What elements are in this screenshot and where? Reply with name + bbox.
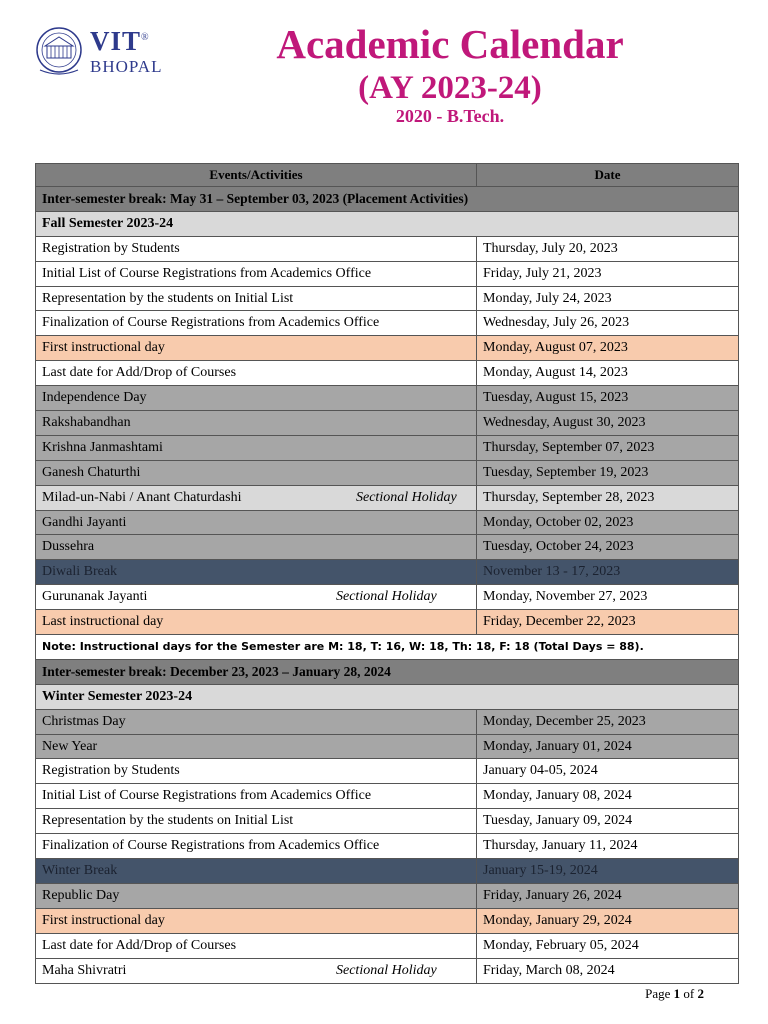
table-row — [36, 759, 739, 784]
logo-vit-text: VIT® — [90, 26, 150, 56]
date-cell: Thursday, September 28, 2023 — [477, 485, 739, 510]
section-header-row — [36, 187, 739, 212]
table-row — [36, 908, 739, 933]
note-row — [36, 635, 739, 660]
event-cell — [36, 709, 477, 734]
event-cell — [36, 610, 477, 635]
date-cell: January 04-05, 2024 — [477, 759, 739, 784]
event-label: Ganesh Chaturthi — [42, 464, 141, 480]
table-row — [36, 361, 739, 386]
date-cell: Monday, October 02, 2023 — [477, 510, 739, 535]
date-cell: Thursday, September 07, 2023 — [477, 435, 739, 460]
event-cell — [36, 809, 477, 834]
table-row — [36, 610, 739, 635]
table-row — [36, 709, 739, 734]
event-label: Initial List of Course Registrations from Academics Office — [42, 265, 372, 281]
sectional-holiday-tag: Sectional Holiday — [356, 489, 457, 505]
event-label: Milad-un-Nabi / Anant Chaturdashi — [42, 489, 242, 505]
date-cell: Friday, January 26, 2024 — [477, 883, 739, 908]
event-cell — [36, 286, 477, 311]
date-cell: Monday, August 14, 2023 — [477, 361, 739, 386]
event-label: Last date for Add/Drop of Courses — [42, 365, 237, 381]
event-cell — [36, 859, 477, 884]
table-row — [36, 585, 739, 610]
event-cell — [36, 510, 477, 535]
event-cell — [36, 236, 477, 261]
table-row — [36, 859, 739, 884]
header-date: Date — [477, 164, 739, 187]
sectional-holiday-tag: Sectional Holiday — [336, 589, 437, 605]
table-row — [36, 286, 739, 311]
table-row — [36, 734, 739, 759]
event-label: New Year — [42, 738, 98, 754]
section-title: Inter-semester break: December 23, 2023 – January 28, 2024 — [36, 659, 739, 684]
event-label: First instructional day — [42, 340, 165, 356]
event-label: Gandhi Jayanti — [42, 514, 127, 530]
event-label: Last date for Add/Drop of Courses — [42, 937, 237, 953]
event-label: Dussehra — [42, 539, 95, 555]
event-label: Winter Break — [42, 862, 118, 878]
table-row — [36, 933, 739, 958]
sectional-holiday-tag: Sectional Holiday — [336, 962, 437, 978]
date-cell: Wednesday, July 26, 2023 — [477, 311, 739, 336]
event-label: Gurunanak Jayanti — [42, 589, 148, 605]
event-label: Representation by the students on Initial List — [42, 813, 294, 829]
event-label: Rakshabandhan — [42, 414, 131, 430]
table-row — [36, 261, 739, 286]
table-row — [36, 535, 739, 560]
event-cell — [36, 759, 477, 784]
table-row — [36, 485, 739, 510]
event-cell — [36, 933, 477, 958]
event-label: Christmas Day — [42, 713, 126, 729]
table-row — [36, 809, 739, 834]
date-cell: Friday, March 08, 2024 — [477, 958, 739, 983]
event-cell — [36, 361, 477, 386]
table-row — [36, 336, 739, 361]
table-row — [36, 784, 739, 809]
university-seal-icon — [34, 26, 84, 78]
table-row — [36, 411, 739, 436]
calendar-body — [36, 187, 739, 984]
event-cell — [36, 261, 477, 286]
event-cell — [36, 560, 477, 585]
date-cell: Monday, January 08, 2024 — [477, 784, 739, 809]
page-footer: Page 1 of 2 — [645, 986, 704, 1001]
table-row — [36, 460, 739, 485]
event-cell — [36, 958, 477, 983]
date-cell: Friday, December 22, 2023 — [477, 610, 739, 635]
event-cell — [36, 336, 477, 361]
event-cell — [36, 411, 477, 436]
program-subtitle: 2020 - B.Tech. — [395, 106, 505, 126]
date-cell: Friday, July 21, 2023 — [477, 261, 739, 286]
section-title: Winter Semester 2023-24 — [36, 684, 739, 709]
event-label: Republic Day — [42, 887, 120, 903]
semester-header-row — [36, 684, 739, 709]
event-label: Last instructional day — [42, 614, 164, 630]
note-text: Note: Instructional days for the Semester are M: 18, T: 16, W: 18, Th: 18, F: 18 (Total Days = 88). — [36, 635, 739, 660]
event-cell — [36, 435, 477, 460]
event-label: Finalization of Course Registrations from Academics Office — [42, 315, 380, 331]
date-cell: Monday, December 25, 2023 — [477, 709, 739, 734]
table-row — [36, 510, 739, 535]
date-cell: Monday, July 24, 2023 — [477, 286, 739, 311]
academic-year: (AY 2023-24) — [358, 70, 542, 106]
date-cell: Thursday, July 20, 2023 — [477, 236, 739, 261]
logo-city-text: BHOPAL — [90, 57, 163, 76]
date-cell: Thursday, January 11, 2024 — [477, 834, 739, 859]
section-title: Fall Semester 2023-24 — [36, 211, 739, 236]
event-cell — [36, 585, 477, 610]
date-cell: Monday, November 27, 2023 — [477, 585, 739, 610]
event-cell — [36, 834, 477, 859]
table-row — [36, 435, 739, 460]
event-label: Representation by the students on Initial List — [42, 290, 294, 306]
event-cell — [36, 535, 477, 560]
calendar-table — [35, 163, 739, 984]
table-row — [36, 834, 739, 859]
vit-bhopal-logo — [34, 26, 174, 82]
event-label: Initial List of Course Registrations from Academics Office — [42, 788, 372, 804]
date-cell: Wednesday, August 30, 2023 — [477, 411, 739, 436]
event-label: Registration by Students — [42, 240, 180, 256]
date-cell: Tuesday, October 24, 2023 — [477, 535, 739, 560]
event-cell — [36, 908, 477, 933]
header-events: Events/Activities — [36, 164, 477, 187]
date-cell: Tuesday, January 09, 2024 — [477, 809, 739, 834]
table-row — [36, 560, 739, 585]
date-cell: January 15-19, 2024 — [477, 859, 739, 884]
table-row — [36, 386, 739, 411]
table-row — [36, 958, 739, 983]
date-cell: November 13 - 17, 2023 — [477, 560, 739, 585]
date-cell: Monday, August 07, 2023 — [477, 336, 739, 361]
section-title: Inter-semester break: May 31 – September 03, 2023 (Placement Activities) — [36, 187, 739, 212]
date-cell: Monday, February 05, 2024 — [477, 933, 739, 958]
date-cell: Tuesday, September 19, 2023 — [477, 460, 739, 485]
date-cell: Monday, January 29, 2024 — [477, 908, 739, 933]
event-cell — [36, 485, 477, 510]
section-header-row — [36, 659, 739, 684]
table-row — [36, 236, 739, 261]
event-label: Registration by Students — [42, 763, 180, 779]
event-label: First instructional day — [42, 912, 165, 928]
table-header-row — [36, 164, 739, 187]
event-cell — [36, 311, 477, 336]
date-cell: Tuesday, August 15, 2023 — [477, 386, 739, 411]
semester-header-row — [36, 211, 739, 236]
event-cell — [36, 784, 477, 809]
event-cell — [36, 734, 477, 759]
event-label: Independence Day — [42, 390, 147, 406]
event-cell — [36, 386, 477, 411]
date-cell: Monday, January 01, 2024 — [477, 734, 739, 759]
table-row — [36, 311, 739, 336]
event-label: Krishna Janmashtami — [42, 439, 163, 455]
event-label: Diwali Break — [42, 564, 118, 580]
event-label: Maha Shivratri — [42, 962, 127, 978]
event-cell — [36, 460, 477, 485]
event-cell — [36, 883, 477, 908]
page-title: Academic Calendar — [276, 21, 624, 67]
table-row — [36, 883, 739, 908]
event-label: Finalization of Course Registrations from Academics Office — [42, 838, 380, 854]
